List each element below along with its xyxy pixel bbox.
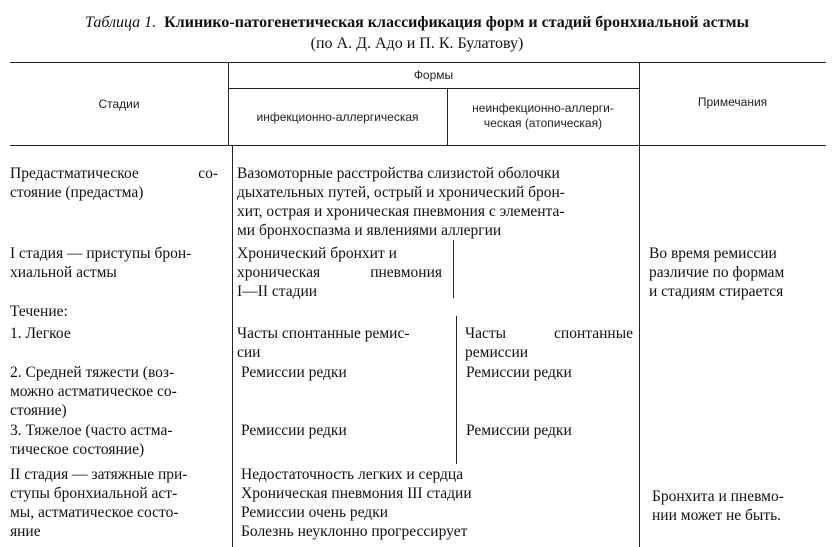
cell-line: стояние (предастма): [10, 184, 144, 201]
header-bottom-rule: [10, 145, 826, 146]
table-label: Таблица 1.: [85, 14, 157, 31]
header-noninfectious-line: ческая (атопическая): [483, 116, 603, 130]
cell-line: Предастматическое со-: [10, 165, 218, 182]
cell-line: хит, острая и хроническая пневмония с элемента-: [237, 203, 565, 220]
header-stages: Стадии: [98, 97, 140, 111]
cell-line: яние: [10, 523, 41, 540]
row-severe-infectious: Ремиссии редки: [241, 422, 347, 439]
row-stage2-stage: [10, 465, 228, 541]
cell-line: 2. Средней тяжести (воз-: [10, 364, 175, 381]
cell-line: хроническая пневмония: [237, 264, 442, 281]
row-moderate-infectious: Ремиссии редки: [241, 364, 347, 381]
row-preasthma-stage: [10, 164, 218, 202]
cell-line: 3. Тяжелое (часто астма-: [10, 422, 173, 439]
row-severe-stage: [10, 421, 232, 459]
row-stage1-notes: [649, 244, 831, 301]
row-stage2-forms: [241, 465, 636, 541]
row-mild-infectious: [237, 324, 449, 362]
header-notes: Примечания: [697, 95, 768, 109]
row-moderate-noninfectious: Ремиссии редки: [466, 364, 572, 381]
cell-line: тическое состояние): [10, 441, 145, 458]
row-mild-stage: 1. Легкое: [10, 325, 71, 342]
course-label: Течение:: [10, 303, 68, 320]
cell-line: различие по формам: [649, 264, 785, 281]
row-severe-noninfectious: Ремиссии редки: [466, 422, 572, 439]
body-vline-right: [639, 146, 640, 547]
cell-line: Бронхита и пневмо-: [652, 488, 784, 505]
cell-line: можно астматическое со-: [10, 383, 177, 400]
cell-line: Недостаточность легких и сердца: [241, 466, 464, 483]
row-stage1-infectious: [237, 244, 442, 301]
forms-divider: [228, 88, 639, 89]
cell-line: и стадиям стирается: [649, 283, 784, 300]
cell-line: Вазомоторные расстройства слизистой оболочки: [237, 165, 560, 182]
cell-line: ми бронхоспазма и явлениями аллергии: [237, 222, 502, 239]
cell-line: мы, астматическое состо-: [10, 504, 179, 521]
cell-line: нии может не быть.: [652, 507, 782, 524]
cell-line: стояние): [10, 402, 67, 419]
body-vline-left: [232, 146, 233, 547]
cell-line: II стадия — затяжные при-: [10, 466, 188, 483]
header-noninfectious: [447, 101, 639, 131]
header-infectious: инфекционно-аллергическая: [256, 110, 419, 124]
cell-line: I—II стадии: [237, 283, 318, 300]
cell-line: хиальной астмы: [10, 264, 117, 281]
row-stage1-stage: [10, 244, 232, 282]
cell-line: I стадия — приступы брон-: [10, 245, 192, 262]
cell-line: ступы бронхиальной аст-: [10, 485, 178, 502]
body-vline-mid: [456, 316, 457, 464]
cell-line: Ремиссии очень редки: [241, 504, 389, 521]
top-rule: [10, 62, 826, 63]
table-caption: Клинико-патогенетическая классификация форм и стадий бронхиальной астмы: [164, 14, 749, 31]
row-preasthma-forms: [237, 164, 637, 240]
cell-line: Во время ремиссии: [649, 245, 777, 262]
row-mild-noninfectious: [465, 324, 633, 362]
cell-line: Болезнь неуклонно прогрессирует: [241, 523, 468, 540]
header-forms: Формы: [413, 68, 454, 82]
cell-line: Хронический бронхит и: [237, 245, 397, 262]
cell-line: Часты спонтанные: [465, 325, 633, 342]
cell-line: ремиссии: [465, 344, 529, 361]
row-moderate-stage: [10, 363, 228, 420]
body-vline-mid: [453, 240, 454, 298]
table-title: [0, 14, 834, 32]
cell-line: сии: [237, 344, 261, 361]
header-noninfectious-line: неинфекционно-аллерги-: [472, 101, 614, 115]
cell-line: Часты спонтанные ремис-: [237, 325, 410, 342]
cell-line: Хроническая пневмония III стадии: [241, 485, 472, 502]
cell-line: дыхательных путей, острый и хронический брон-: [237, 184, 565, 201]
row-stage2-notes: [652, 487, 832, 525]
table-source: (по А. Д. Адо и П. К. Булатову): [310, 35, 524, 52]
